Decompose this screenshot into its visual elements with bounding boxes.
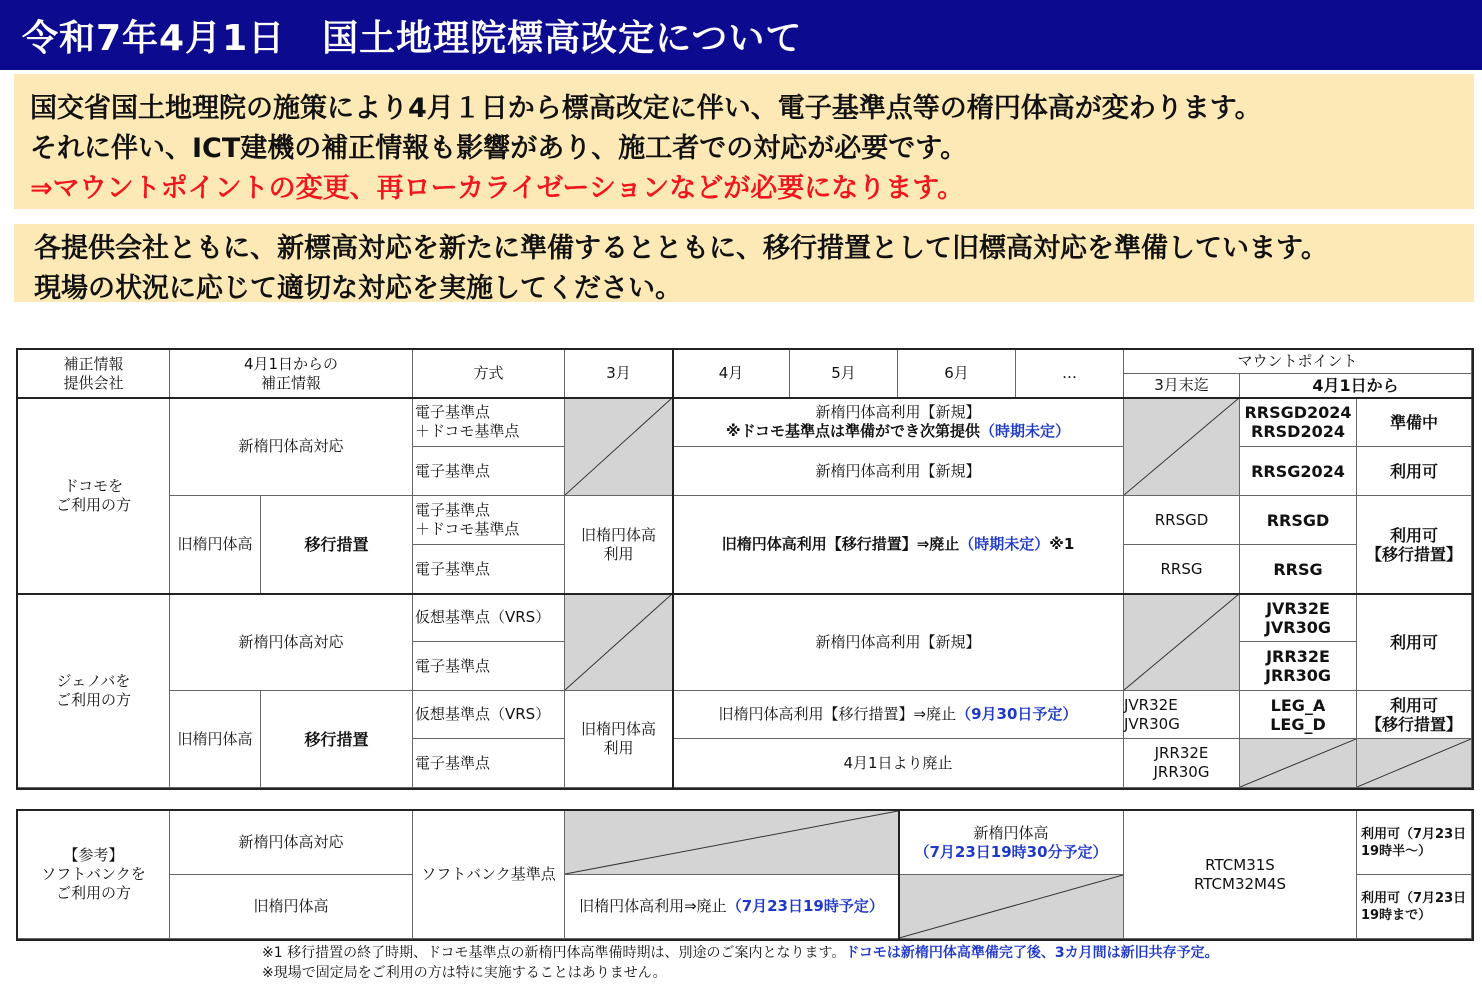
docomo-old-mar: 旧楕円体高 利用 [565,496,673,594]
page-title: 令和7年4月1日 国土地理院標高改定について [22,18,803,59]
docomo-transition: 移行措置 [261,496,413,594]
docomo-mar-na [565,398,673,496]
docomo-new-support: 新楕円体高対応 [170,398,413,496]
header-june: 6月 [898,350,1016,398]
jenoba-mp-jvr-old: JVR32E JVR30G [1124,691,1240,739]
docomo-status-available: 利用可 [1357,447,1472,496]
docomo-mp-rrsgd-new: RRSGD [1240,496,1357,545]
docomo-old-use-main: 旧楕円体高利用【移行措置】⇒廃止 [721,535,960,553]
jenoba-old-use-main: 旧楕円体高利用【移行措置】⇒廃止 [718,705,957,723]
intro-line-3: ⇒マウントポイントの変更、再ローカライゼーションなどが必要になります。 [30,173,965,204]
jenoba-status-transition: 利用可 【移行措置】 [1357,691,1472,739]
softbank-new-support: 新楕円体高対応 [170,811,413,875]
header-from-april: 4月1日から [1240,374,1472,398]
docomo-new-use-line2: ※ドコモ基準点は準備ができ次第提供 [726,422,980,440]
header-from-apr1: 4月1日からの 補正情報 [170,350,413,398]
docomo-new-use-gnss: 新楕円体高利用【新規】 [673,447,1124,496]
separator-march-april [672,350,674,788]
softbank-status-new: 利用可（7月23日19時半～） [1357,811,1472,875]
jenoba-status-na [1357,739,1472,788]
jenoba-old-use-date: （9月30日予定） [956,705,1078,723]
docomo-mp-rrsg-old: RRSG [1124,545,1240,594]
docomo-new-use-pending: （時期未定） [979,422,1070,440]
header-may: 5月 [790,350,898,398]
softbank-new-height-cell [899,811,1124,875]
jenoba-old-height: 旧楕円体高 [170,691,261,788]
docomo-mp-rrsg2024: RRSG2024 [1240,447,1357,496]
jenoba-method-gnss: 電子基準点 [413,642,565,691]
docomo-method-gnss: 電子基準点 [413,447,565,496]
docomo-mp-rrsgd-old: RRSGD [1124,496,1240,545]
separator-header [18,397,1472,399]
header-march: 3月 [565,350,673,398]
docomo-mp-old-na [1124,398,1240,496]
jenoba-new-support: 新楕円体高対応 [170,594,413,691]
jenoba-transition: 移行措置 [261,691,413,788]
softbank-new-date: （7月23日19時30分予定） [914,842,1108,861]
intro-line-2: それに伴い、ICT建機の補正情報も影響があり、施工者での対応が必要です。 [30,133,968,164]
softbank-reference-table [16,809,1474,941]
docomo-old-use [673,496,1124,594]
softbank-old-use-cell [565,875,899,939]
header-provider: 補正情報 提供会社 [18,350,170,398]
intro-line-1: 国交省国土地理院の施策により4月１日から標高改定に伴い、電子基準点等の楕円体高が変わります。 [30,93,1262,124]
softbank-separator [898,811,900,939]
intro-box [14,74,1474,209]
header-april: 4月 [673,350,790,398]
jenoba-mar-na [565,594,673,691]
softbank-old-height: 旧楕円体高 [170,875,413,939]
header-until-march: 3月末迄 [1124,374,1240,398]
separator-provider [18,593,1472,595]
provider-jenoba: ジェノバを ご利用の方 [18,594,170,788]
docomo-status-preparing: 準備中 [1357,398,1472,447]
softbank-method: ソフトバンク基準点 [413,811,565,939]
jenoba-method-vrs: 仮想基準点（VRS） [413,594,565,642]
jenoba-old-mar: 旧楕円体高 利用 [565,691,673,788]
softbank-new-height: 新楕円体高 [973,823,1049,842]
jenoba-abolish: 4月1日より廃止 [673,739,1124,788]
header-ellipsis: … [1016,350,1124,398]
footnote-2: ※現場で固定局をご利用の方は特に実施することはありません。 [262,965,667,981]
softbank-new-na [565,811,899,875]
header-method: 方式 [413,350,565,398]
jenoba-method-vrs-old: 仮想基準点（VRS） [413,691,565,739]
advice-box [14,224,1474,302]
advice-line-1: 各提供会社ともに、新標高対応を新たに準備するとともに、移行措置として旧標高対応を準備しています。 [34,233,1328,264]
docomo-old-height: 旧楕円体高 [170,496,261,594]
jenoba-old-use [673,691,1124,739]
provider-docomo: ドコモを ご利用の方 [18,398,170,594]
softbank-status-old: 利用可（7月23日19時まで） [1357,875,1472,939]
jenoba-new-use: 新楕円体高利用【新規】 [673,594,1124,691]
footnote-1-blue: ドコモは新楕円体高準備完了後、3カ月間は新旧共存予定。 [845,945,1219,961]
footnote-1 [262,942,1219,962]
docomo-mp-rrsgd2024: RRSGD2024 RRSD2024 [1240,398,1357,447]
docomo-new-use-line1: 新楕円体高利用【新規】 [815,403,981,421]
docomo-mp-rrsg-new: RRSG [1240,545,1357,594]
softbank-old-na [899,875,1124,939]
softbank-old-date: （7月23日19時予定） [726,897,884,915]
docomo-method-combo-old: 電子基準点 ＋ドコモ基準点 [413,496,565,545]
title-bar [0,0,1482,70]
header-mountpoint: マウントポイント [1124,350,1472,374]
docomo-new-use-combo [673,398,1124,447]
jenoba-mp-old-na [1124,594,1240,691]
jenoba-mp-jrr-new: JRR32E JRR30G [1240,642,1357,691]
softbank-mountpoint: RTCM31S RTCM32M4S [1124,811,1357,939]
docomo-method-combo: 電子基準点 ＋ドコモ基準点 [413,398,565,447]
jenoba-mp-new-na [1240,739,1357,788]
correction-info-table [16,348,1474,790]
docomo-method-gnss-old: 電子基準点 [413,545,565,594]
docomo-status-transition: 利用可 【移行措置】 [1357,496,1472,594]
footnote-1-text: ※1 移行措置の終了時期、ドコモ基準点の新楕円体高準備時期は、別途のご案内となります。 [262,945,846,961]
jenoba-method-gnss-old: 電子基準点 [413,739,565,788]
advice-line-2: 現場の状況に応じて適切な対応を実施してください。 [34,273,682,304]
docomo-old-use-pending: （時期未定） [959,535,1050,553]
jenoba-status-available: 利用可 [1357,594,1472,691]
jenoba-mp-leg: LEG_A LEG_D [1240,691,1357,739]
softbank-old-use: 旧楕円体高利用⇒廃止 [579,897,727,915]
jenoba-mp-jvr-new: JVR32E JVR30G [1240,594,1357,642]
provider-softbank: 【参考】 ソフトバンクを ご利用の方 [18,811,170,939]
docomo-old-use-note: ※1 [1049,535,1075,553]
jenoba-mp-jrr-old: JRR32E JRR30G [1124,739,1240,788]
